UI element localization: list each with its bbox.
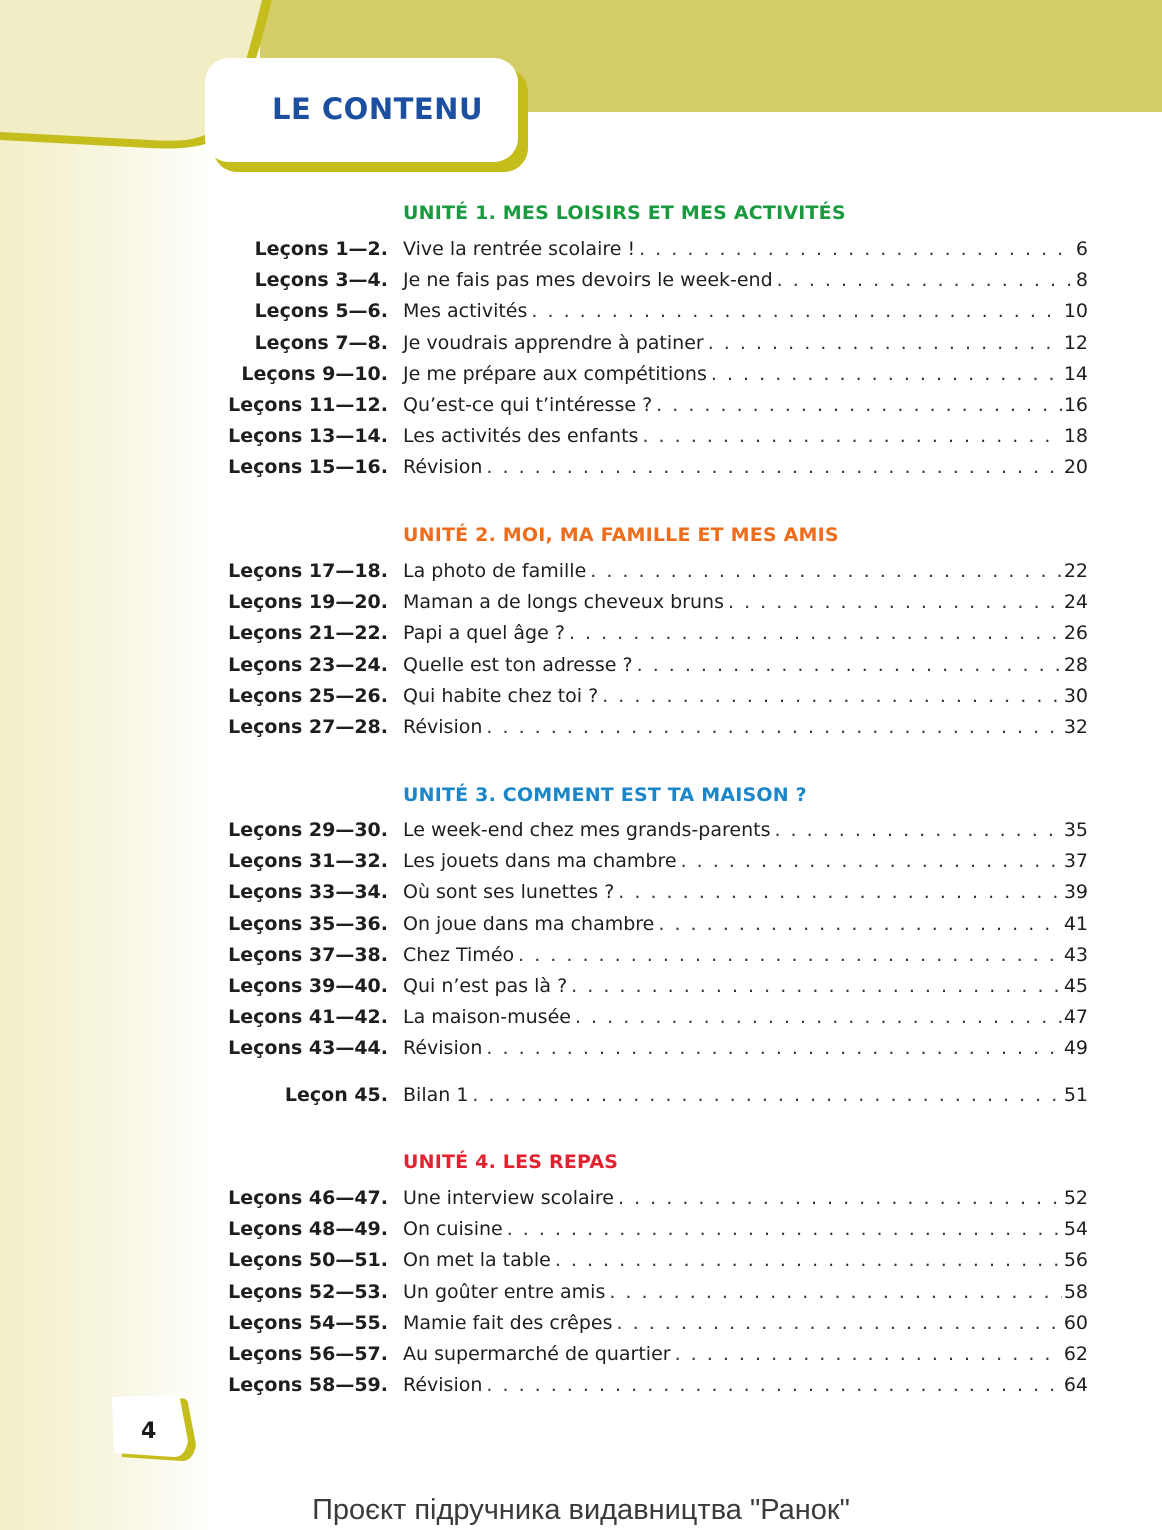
dot-leader	[486, 1374, 1061, 1396]
lesson-title: Vive la rentrée scolaire !	[403, 238, 636, 260]
lesson-title: Mes activités	[403, 300, 528, 323]
lesson-number: Leçons 48—49.	[228, 1218, 388, 1241]
lesson-title: Bilan 1	[403, 1084, 469, 1106]
page-ref: 56	[1063, 1249, 1088, 1272]
dot-leader	[486, 456, 1061, 478]
lesson-title: Où sont ses lunettes ?	[403, 881, 615, 904]
lesson-title: Mamie fait des crêpes	[403, 1311, 613, 1334]
page-ref: 8	[1075, 269, 1088, 292]
lesson-number: Leçons 52—53.	[228, 1280, 388, 1303]
page-ref: 28	[1063, 653, 1088, 676]
lesson-number: Leçons 23—24.	[228, 653, 388, 676]
toc-entry	[0, 819, 1090, 850]
unit-heading: UNITÉ 3. COMMENT EST TA MAISON ?	[403, 784, 807, 806]
dot-leader	[618, 881, 1062, 903]
page-ref: 39	[1063, 881, 1088, 904]
toc-entry	[0, 1187, 1090, 1218]
lesson-title: Papi a quel âge ?	[403, 622, 565, 645]
lesson-title: On cuisine	[403, 1218, 503, 1241]
dot-leader	[486, 716, 1061, 738]
page-ref: 60	[1063, 1311, 1088, 1334]
unit-heading: UNITÉ 1. MES LOISIRS ET MES ACTIVITÉS	[403, 202, 846, 224]
toc-entry	[0, 944, 1090, 975]
lesson-number: Leçons 56—57.	[228, 1343, 388, 1365]
page-ref: 12	[1063, 331, 1088, 354]
dot-leader	[571, 975, 1062, 997]
toc-entry	[0, 300, 1090, 331]
page-ref: 20	[1063, 456, 1088, 479]
lesson-title: Je voudrais apprendre à patiner	[403, 331, 704, 354]
dot-leader	[675, 1343, 1062, 1365]
lesson-number: Leçons 11—12.	[228, 394, 388, 416]
dot-leader	[711, 363, 1062, 385]
dot-leader	[518, 944, 1062, 966]
toc-entry	[0, 1312, 1090, 1343]
toc-entry	[0, 881, 1090, 912]
dot-leader	[728, 591, 1062, 613]
lesson-title: Révision	[403, 456, 483, 479]
dot-leader	[639, 238, 1074, 260]
lesson-number: Leçons 50—51.	[228, 1249, 388, 1272]
dot-leader	[618, 1187, 1062, 1209]
toc-entry	[0, 685, 1090, 716]
page-ref: 52	[1063, 1187, 1088, 1209]
page-ref: 45	[1063, 975, 1088, 997]
page-number: 4	[141, 1419, 157, 1444]
page-ref: 35	[1063, 819, 1088, 841]
dot-leader	[590, 560, 1062, 582]
lesson-number: Leçon 45.	[284, 1084, 388, 1106]
toc-entry	[0, 1343, 1090, 1374]
header-decoration	[0, 0, 540, 180]
lesson-number: Leçons 19—20.	[228, 591, 388, 614]
toc-entry	[0, 975, 1090, 1006]
page-ref: 37	[1063, 850, 1088, 873]
dot-leader	[658, 913, 1061, 935]
dot-leader	[774, 819, 1061, 841]
toc-entry	[0, 1006, 1090, 1037]
lesson-title: On joue dans ma chambre	[403, 912, 655, 935]
toc-entry	[0, 394, 1090, 425]
lesson-title: Le week-end chez mes grands-parents	[403, 819, 771, 841]
toc-entry	[0, 1218, 1090, 1249]
dot-leader	[617, 1312, 1062, 1334]
dot-leader	[637, 654, 1062, 676]
toc-entry	[0, 622, 1090, 653]
lesson-number: Leçons 15—16.	[228, 456, 388, 479]
lesson-title: La photo de famille	[403, 560, 587, 582]
page-title: LE CONTENU	[272, 92, 484, 126]
page-ref: 16	[1063, 394, 1088, 416]
lesson-title: Au supermarché de quartier	[403, 1343, 671, 1365]
lesson-number: Leçons 5—6.	[254, 300, 388, 323]
lesson-number: Leçons 33—34.	[228, 881, 388, 904]
lesson-title: Je me prépare aux compétitions	[403, 362, 707, 385]
page-ref: 54	[1063, 1218, 1088, 1241]
lesson-title: Les jouets dans ma chambre	[403, 850, 677, 873]
toc-entry	[0, 1249, 1090, 1280]
dot-leader	[609, 1281, 1061, 1303]
lesson-number: Leçons 1—2.	[254, 238, 388, 260]
page-ref: 24	[1063, 591, 1088, 614]
toc-entry	[0, 425, 1090, 456]
lesson-title: Qui n’est pas là ?	[403, 975, 568, 997]
lesson-title: Révision	[403, 1374, 483, 1397]
page-ref: 51	[1063, 1084, 1088, 1106]
toc-entry	[0, 654, 1090, 685]
toc-entry	[0, 363, 1090, 394]
toc-entry	[0, 1281, 1090, 1312]
lesson-number: Leçons 7—8.	[254, 331, 388, 354]
lesson-title: Les activités des enfants	[403, 425, 639, 448]
toc-entry	[0, 1037, 1090, 1068]
lesson-title: Qui habite chez toi ?	[403, 684, 599, 707]
lesson-title: Chez Timéo	[403, 943, 515, 966]
toc-entry	[0, 238, 1090, 269]
page-ref: 26	[1063, 622, 1088, 645]
toc-entry	[0, 560, 1090, 591]
lesson-title: Un goûter entre amis	[403, 1280, 606, 1303]
lesson-title: Quelle est ton adresse ?	[403, 653, 633, 676]
page-ref: 41	[1063, 912, 1088, 935]
dot-leader	[681, 850, 1062, 872]
footer-note: Проєкт підручника видавництва "Ранок"	[312, 1494, 850, 1526]
toc-entry	[0, 1084, 1090, 1115]
dot-leader	[569, 622, 1062, 644]
dot-leader	[656, 394, 1062, 416]
lesson-title: Une interview scolaire	[403, 1187, 614, 1209]
lesson-number: Leçons 35—36.	[228, 912, 388, 935]
lesson-title: Qu’est-ce qui t’intéresse ?	[403, 394, 653, 416]
toc-entry	[0, 913, 1090, 944]
page-ref: 62	[1063, 1343, 1088, 1365]
lesson-title: Maman a de longs cheveux bruns	[403, 591, 724, 614]
page-ref: 18	[1063, 425, 1088, 448]
lesson-title: La maison-musée	[403, 1006, 571, 1029]
lesson-number: Leçons 21—22.	[228, 622, 388, 645]
page-ref: 64	[1063, 1374, 1088, 1397]
lesson-number: Leçons 43—44.	[228, 1037, 388, 1060]
lesson-title: Révision	[403, 1037, 483, 1060]
lesson-number: Leçons 37—38.	[228, 943, 388, 966]
page-ref: 14	[1063, 362, 1088, 385]
lesson-number: Leçons 58—59.	[228, 1374, 388, 1397]
toc-entry	[0, 456, 1090, 487]
unit-heading: UNITÉ 2. MOI, MA FAMILLE ET MES AMIS	[403, 524, 839, 546]
dot-leader	[777, 269, 1074, 291]
toc-entry	[0, 332, 1090, 363]
dot-leader	[486, 1037, 1061, 1059]
dot-leader	[642, 425, 1061, 447]
lesson-number: Leçons 9—10.	[241, 362, 388, 385]
toc-entry	[0, 716, 1090, 747]
page-ref: 43	[1063, 943, 1088, 966]
lesson-number: Leçons 46—47.	[228, 1187, 388, 1209]
page-ref: 10	[1063, 300, 1088, 323]
lesson-number: Leçons 27—28.	[228, 716, 388, 738]
page-ref: 47	[1063, 1006, 1088, 1029]
unit-heading: UNITÉ 4. LES REPAS	[403, 1151, 619, 1173]
page-ref: 6	[1075, 238, 1088, 260]
dot-leader	[708, 332, 1062, 354]
toc-entry	[0, 850, 1090, 881]
lesson-number: Leçons 54—55.	[228, 1311, 388, 1334]
lesson-number: Leçons 3—4.	[254, 269, 388, 292]
lesson-number: Leçons 29—30.	[228, 819, 388, 841]
page-ref: 30	[1063, 684, 1088, 707]
lesson-number: Leçons 25—26.	[228, 684, 388, 707]
lesson-title: Révision	[403, 716, 483, 738]
lesson-number: Leçons 13—14.	[228, 425, 388, 448]
page-ref: 58	[1063, 1280, 1088, 1303]
lesson-title: Je ne fais pas mes devoirs le week-end	[403, 269, 773, 292]
dot-leader	[555, 1249, 1062, 1271]
lesson-number: Leçons 17—18.	[228, 560, 388, 582]
page-ref: 32	[1063, 716, 1088, 738]
dot-leader	[602, 685, 1062, 707]
page-ref: 49	[1063, 1037, 1088, 1060]
toc-entry	[0, 591, 1090, 622]
dot-leader	[472, 1084, 1061, 1106]
lesson-number: Leçons 39—40.	[228, 975, 388, 997]
dot-leader	[507, 1218, 1062, 1240]
toc-entry	[0, 269, 1090, 300]
dot-leader	[531, 300, 1061, 322]
dot-leader	[575, 1006, 1062, 1028]
page-ref: 22	[1063, 560, 1088, 582]
lesson-title: On met la table	[403, 1249, 551, 1272]
lesson-number: Leçons 41—42.	[228, 1006, 388, 1029]
lesson-number: Leçons 31—32.	[228, 850, 388, 873]
